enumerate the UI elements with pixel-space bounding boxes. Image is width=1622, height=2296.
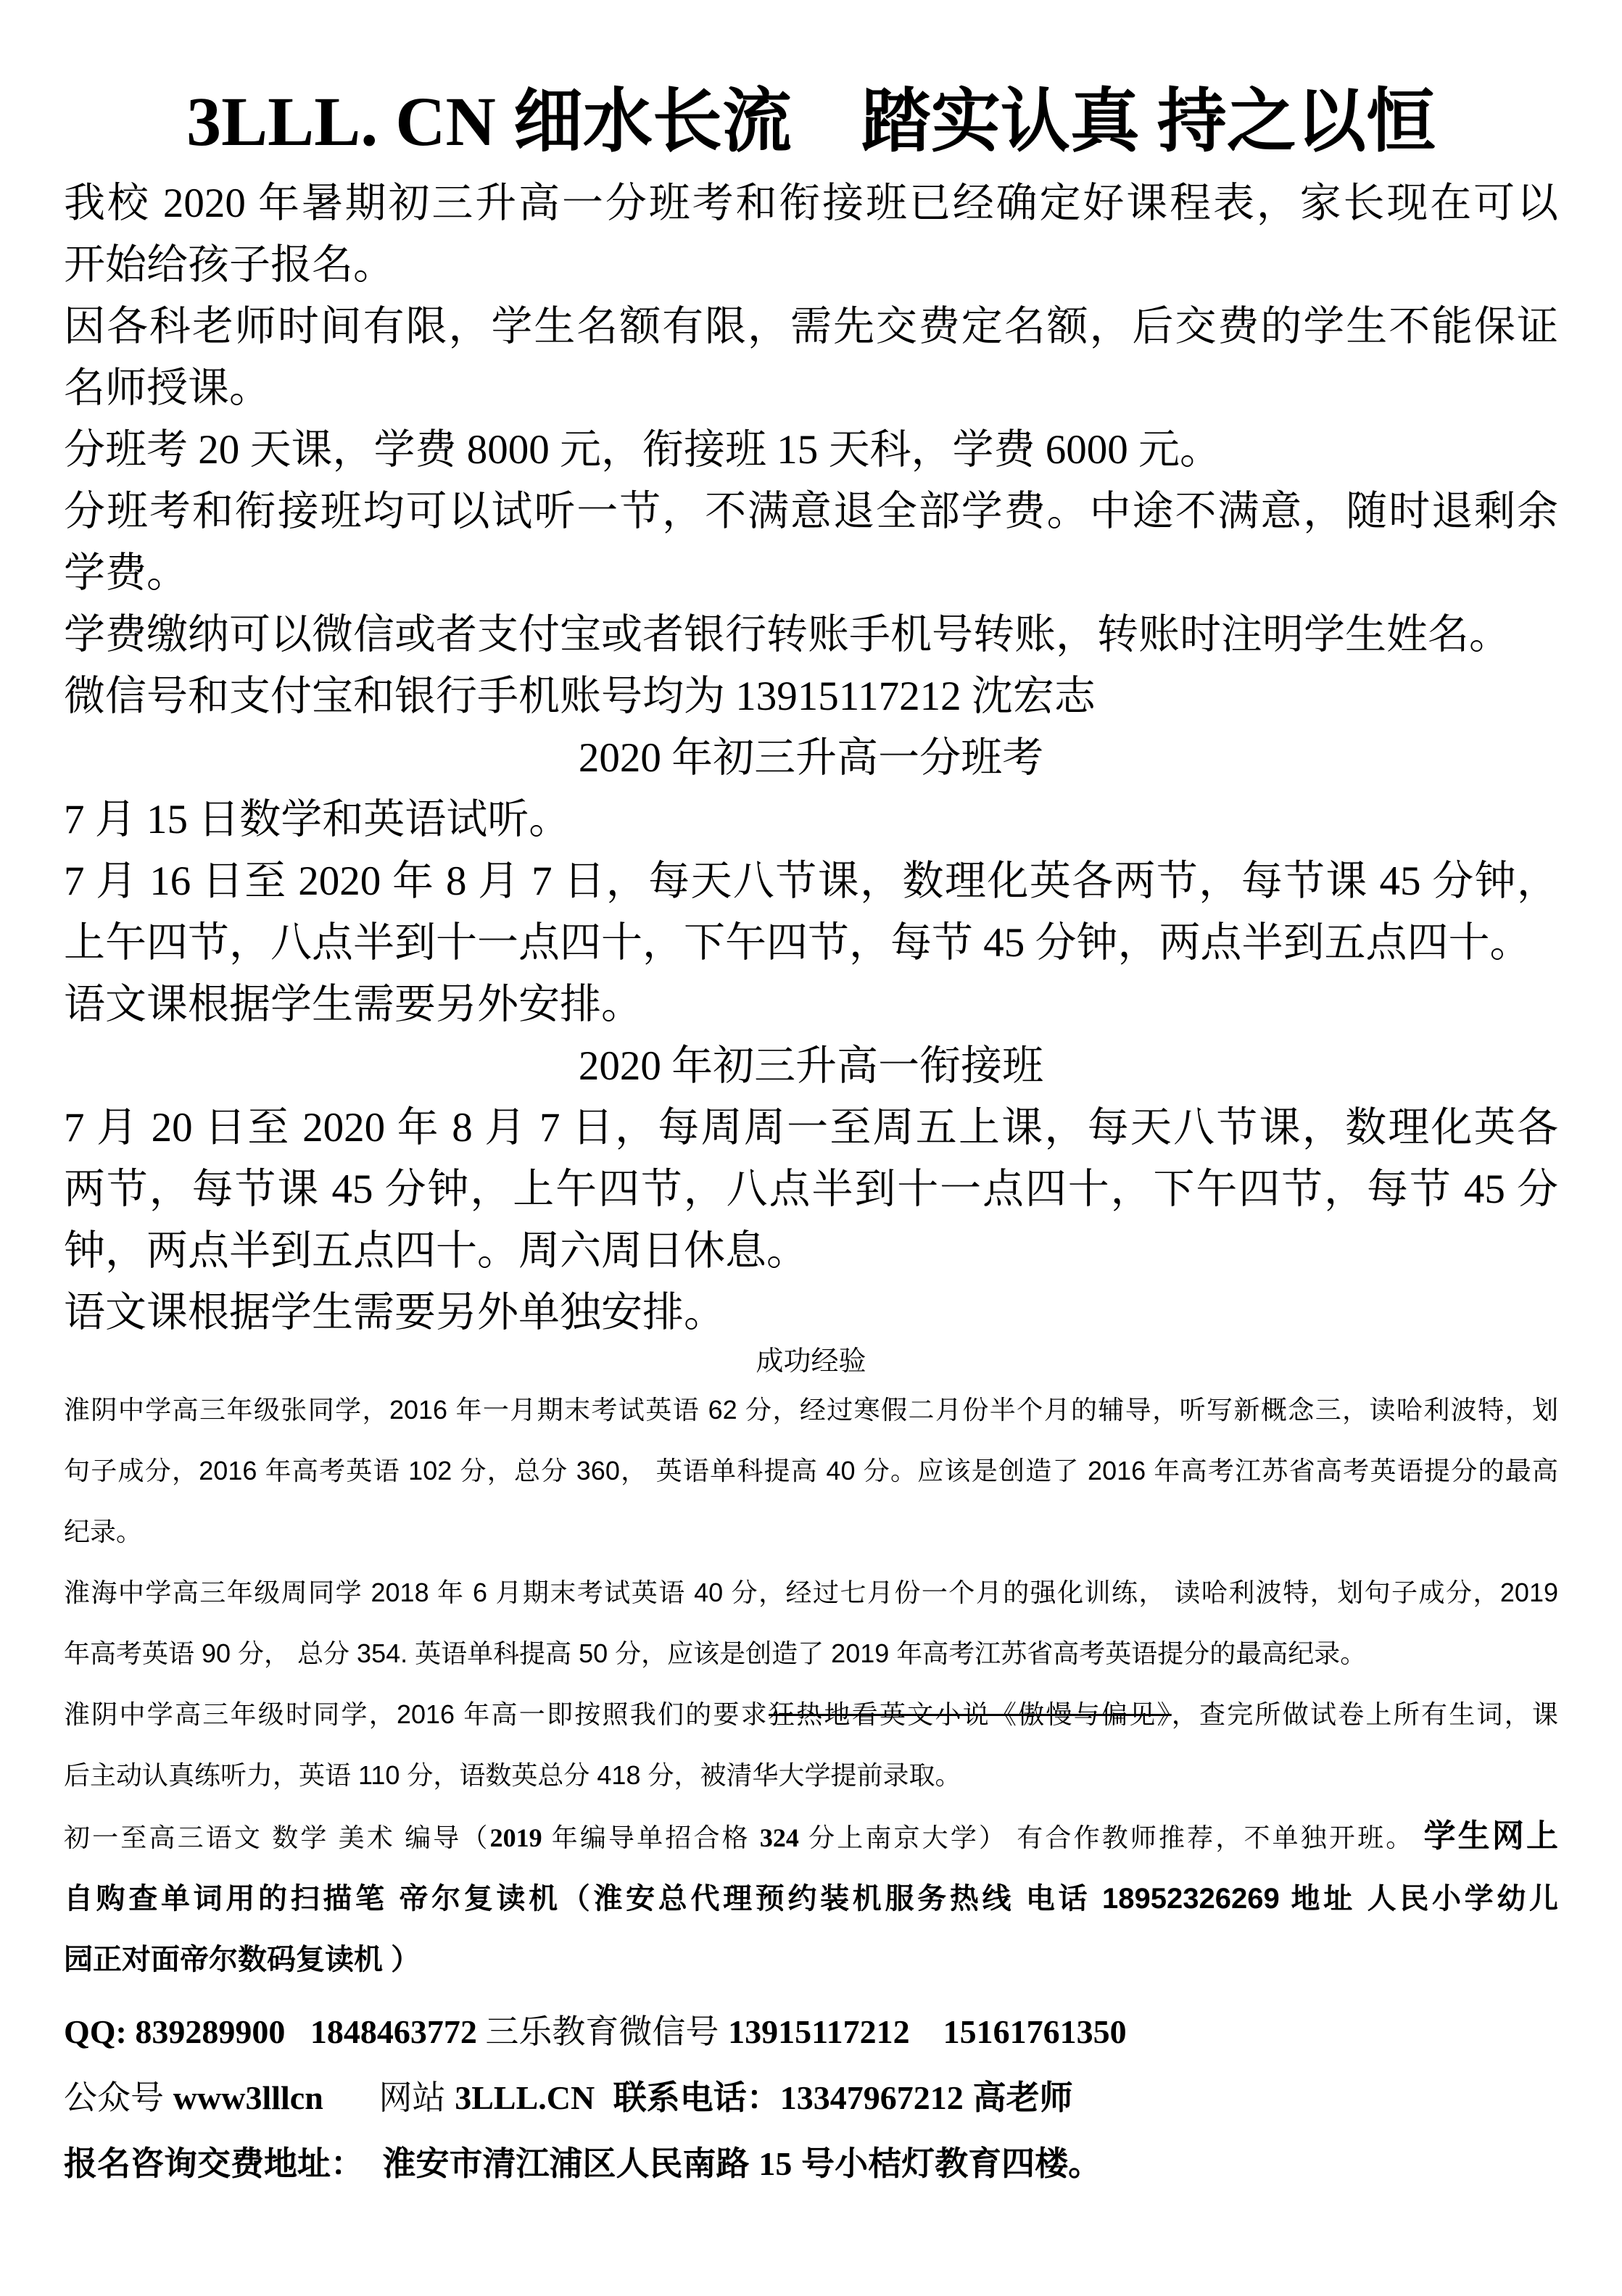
s6-struck-text: 狂热地看英文小说《傲慢与偏见》 [769, 1699, 1172, 1729]
notice-line: 分班考和衔接班均可以试听一节，不满意退全部学费。中途不满意，随时退剩余 [64, 489, 1558, 534]
success-story-line: 淮海中学高三年级周同学 2018 年 6 月期末考试英语 40 分，经过七月份一个月的强化训练， 读哈利波特，划句子成分，2019 [64, 1578, 1558, 1607]
bridging-line: 7 月 20 日至 2020 年 8 月 7 日，每周周一至周五上课，每天八节课，数理化英各 [64, 1105, 1558, 1151]
placement-exam-heading: 2020 年初三升高一分班考 [578, 735, 1044, 781]
page-title: 3LLL. CN 细水长流 踏实认真 持之以恒 [186, 83, 1436, 160]
website-url: 3LLL.CN [455, 2079, 595, 2116]
success-experience-section [64, 1380, 1558, 1990]
official-account-label: 公众号 [64, 2079, 173, 2116]
notice-body [64, 173, 1558, 1343]
teacher-name: 高老师 [963, 2079, 1073, 2116]
success-story-line: 纪录。 [64, 1517, 143, 1546]
success-story-line: 年高考英语 90 分， 总分 354. 英语单科提高 50 分，应该是创造了 2019 年高考江苏省高考英语提分的最高纪录。 [64, 1638, 1367, 1668]
bridging-class-heading: 2020 年初三升高一衔接班 [578, 1043, 1044, 1089]
bridging-line: 语文课根据学生需要另外单独安排。 [64, 1290, 725, 1335]
s6-post: ，查完所做试卷上所有生词，课 [1171, 1699, 1558, 1729]
placement-line: 上午四节，八点半到十一点四十，下午四节，每节 45 分钟，两点半到五点四十。 [64, 920, 1531, 966]
wechat-phone-numbers: 13915117212 15161761350 [728, 2013, 1127, 2050]
s8-courses: 初一至高三语文 数学 美术 编导（ [64, 1823, 490, 1852]
success-story-line-with-strikethrough [64, 1684, 1558, 1745]
s6-pre: 淮阴中学高三年级时同学，2016 年高一即按照我们的要求 [64, 1699, 769, 1729]
success-experience-heading: 成功经验 [756, 1346, 866, 1377]
scanner-pen-line: 园正对面帝尔数码复读机 ） [64, 1944, 421, 1976]
success-story-line: 后主动认真练听力，英语 110 分，语数英总分 418 分，被清华大学提前录取。 [64, 1760, 961, 1790]
address-building: 号小桔灯教育四楼。 [792, 2144, 1102, 2182]
s8-year: 2019 [489, 1823, 542, 1852]
qq-numbers: QQ: 839289900 1848463772 [64, 2013, 486, 2050]
success-story-line: 淮阴中学高三年级张同学，2016 年一月期末考试英语 62 分，经过寒假二月份半个月的辅导，听写新概念三，读哈利波特，划 [64, 1395, 1558, 1425]
website-label: 网站 [323, 2079, 455, 2116]
notice-line-account: 微信号和支付宝和银行手机账号均为 13915117212 沈宏志 [64, 674, 1096, 719]
placement-line: 语文课根据学生需要另外安排。 [64, 982, 642, 1027]
website-phone-line [64, 2065, 1558, 2131]
courses-offered-line [64, 1806, 1558, 1868]
official-account-id: www3lllcn [173, 2079, 323, 2116]
bridging-line: 两节，每节课 45 分钟，上午四节，八点半到十一点四十，下午四节，每节 45 分 [64, 1166, 1558, 1212]
notice-line: 我校 2020 年暑期初三升高一分班考和衔接班已经确定好课程表，家长现在可以 [64, 181, 1558, 226]
success-story-line: 句子成分，2016 年高考英语 102 分，总分 360， 英语单科提高 40 分。应该是创造了 2016 年高考江苏省高考英语提分的最高 [64, 1456, 1558, 1485]
contact-phone-number: 13347967212 [779, 2079, 964, 2116]
placement-line: 7 月 15 日数学和英语试听。 [64, 797, 571, 842]
notice-line: 名师授课。 [64, 365, 270, 411]
s8-mid1: 年编导单招合格 [542, 1823, 760, 1852]
notice-line: 开始给孩子报名。 [64, 242, 394, 288]
wechat-label: 三乐教育微信号 [485, 2013, 729, 2050]
s8-score: 324 [759, 1823, 799, 1852]
contact-phone-label: 联系电话： [595, 2079, 780, 2116]
address-label-and-street: 报名咨询交费地址： 淮安市清江浦区人民南路 [64, 2144, 759, 2182]
bridging-line: 钟，两点半到五点四十。周六周日休息。 [64, 1228, 808, 1274]
notice-line: 因各科老师时间有限，学生名额有限，需先交费定名额，后交费的学生不能保证 [64, 304, 1558, 349]
qq-wechat-line [64, 1999, 1558, 2065]
placement-line: 7 月 16 日至 2020 年 8 月 7 日，每天八节课，数理化英各两节，每节课 45 分钟， [64, 858, 1558, 904]
s8-students-online: 学生网上 [1423, 1818, 1558, 1854]
notice-line-payment: 学费缴纳可以微信或者支付宝或者银行转账手机号转账，转账时注明学生姓名。 [64, 612, 1510, 658]
contact-section [64, 1999, 1558, 2197]
s8-mid2: 分上南京大学） 有合作教师推荐，不单独开班。 [798, 1823, 1424, 1852]
notice-line: 学费。 [64, 550, 188, 596]
registration-address-line [64, 2131, 1558, 2197]
notice-line-tuition: 分班考 20 天课，学费 8000 元，衔接班 15 天科，学费 6000 元。 [64, 427, 1221, 473]
address-street-number: 15 [758, 2145, 793, 2182]
scanner-pen-line: 自购查单词用的扫描笔 帝尔复读机（淮安总代理预约装机服务热线 电话 18952326269 地址 人民小学幼儿 [64, 1883, 1558, 1915]
